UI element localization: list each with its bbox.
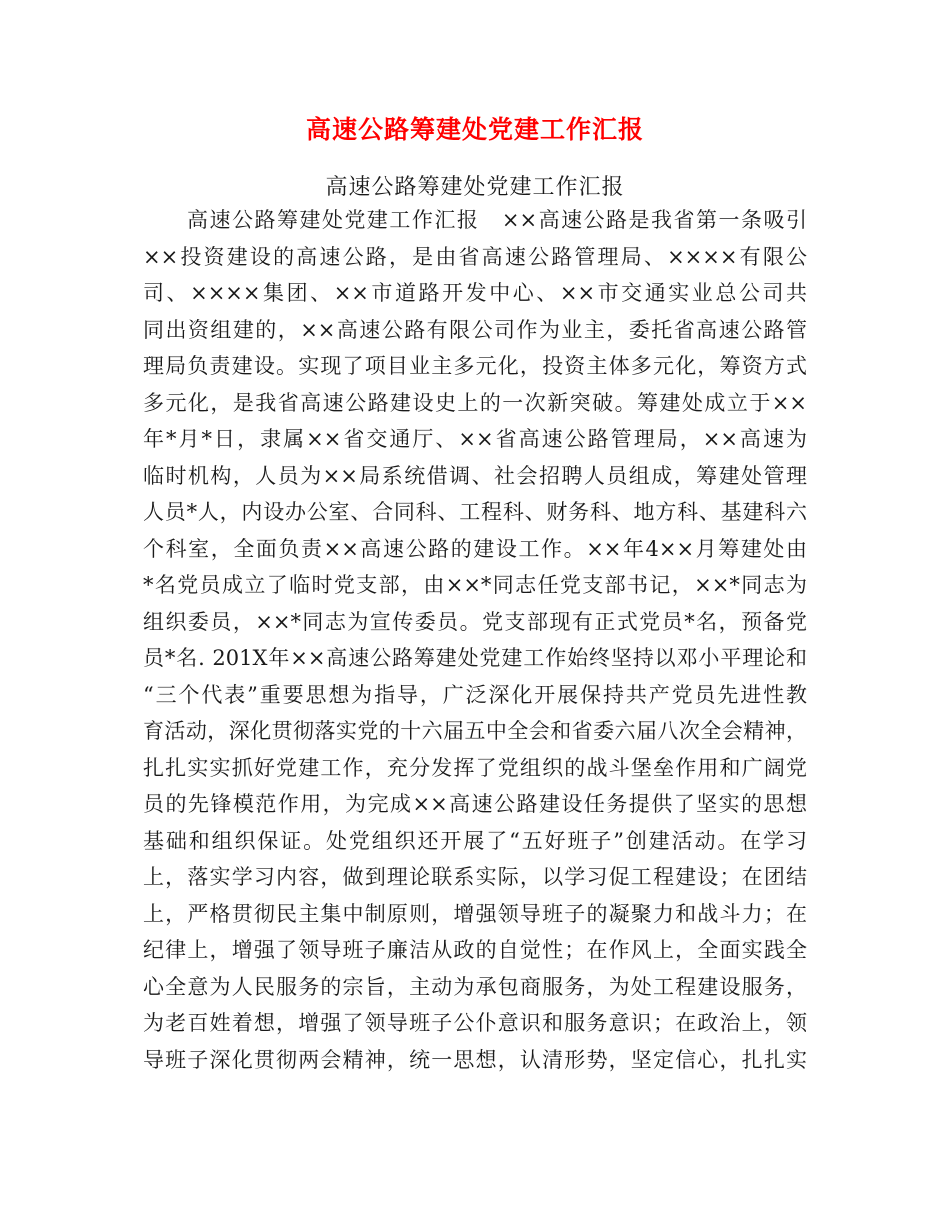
document-subtitle: 高速公路筹建处党建工作汇报 (325, 175, 625, 200)
paragraph-line: 心全意为人民服务的宗旨，主动为承包商服务，为处工程建设服务， (143, 974, 807, 999)
paragraph-line: *名党员成立了临时党支部，由××*同志任党支部书记，××*同志为 (143, 573, 807, 597)
paragraph-line: 个科室，全面负责××高速公路的建设工作。××年4××月筹建处由 (143, 536, 807, 561)
document-title: 高速公路筹建处党建工作汇报 (305, 115, 644, 144)
paragraph-line: 上，落实学习内容，做到理论联系实际，以学习促工程建设；在团结 (143, 865, 807, 889)
paragraph-line: 多元化，是我省高速公路建设史上的一次新突破。筹建处成立于×× (143, 390, 807, 415)
paragraph-line: 员*名. 201X年××高速公路筹建处党建工作始终坚持以邓小平理论和 (143, 646, 807, 670)
paragraph-line: 年*月*日，隶属××省交通厅、××省高速公路管理局，××高速为 (143, 427, 807, 451)
paragraph-line: 为老百姓着想，增强了领导班子公仆意识和服务意识；在政治上，领 (143, 1011, 807, 1035)
paragraph-line: 员的先锋模范作用，为完成××高速公路建设任务提供了坚实的思想 (143, 792, 807, 816)
paragraph-line: 导班子深化贯彻两会精神，统一思想，认清形势，坚定信心，扎扎实 (143, 1047, 807, 1072)
paragraph-line: ××投资建设的高速公路，是由省高速公路管理局、××××有限公 (143, 244, 807, 269)
body-paragraph (143, 202, 807, 1078)
paragraph-line: 组织委员，××*同志为宣传委员。党支部现有正式党员*名，预备党 (143, 609, 807, 634)
paragraph-line: 人员*人，内设办公室、合同科、工程科、财务科、地方科、基建科六 (143, 500, 807, 524)
paragraph-line: 临时机构，人员为××局系统借调、社会招聘人员组成，筹建处管理 (143, 463, 807, 488)
paragraph-line: 司、××××集团、××市道路开发中心、××市交通实业总公司共 (143, 281, 807, 305)
paragraph-line: 同出资组建的，××高速公路有限公司作为业主，委托省高速公路管 (143, 317, 807, 342)
paragraph-line: 育活动，深化贯彻落实党的十六届五中全会和省委六届八次全会精神， (143, 719, 807, 743)
paragraph-line: 理局负责建设。实现了项目业主多元化，投资主体多元化，筹资方式 (143, 354, 807, 378)
paragraph-line: 扎扎实实抓好党建工作，充分发挥了党组织的战斗堡垒作用和广阔党 (143, 755, 807, 780)
paragraph-line: 基础和组织保证。处党组织还开展了“五好班子”创建活动。在学习 (143, 828, 807, 853)
paragraph-line: 上，严格贯彻民主集中制原则，增强领导班子的凝聚力和战斗力；在 (143, 901, 807, 926)
paragraph-line: 高速公路筹建处党建工作汇报 ××高速公路是我省第一条吸引 (187, 208, 807, 232)
paragraph-line: 纪律上，增强了领导班子廉洁从政的自觉性；在作风上，全面实践全 (143, 938, 807, 962)
paragraph-line: “三个代表”重要思想为指导，广泛深化开展保持共产党员先进性教 (143, 682, 807, 707)
